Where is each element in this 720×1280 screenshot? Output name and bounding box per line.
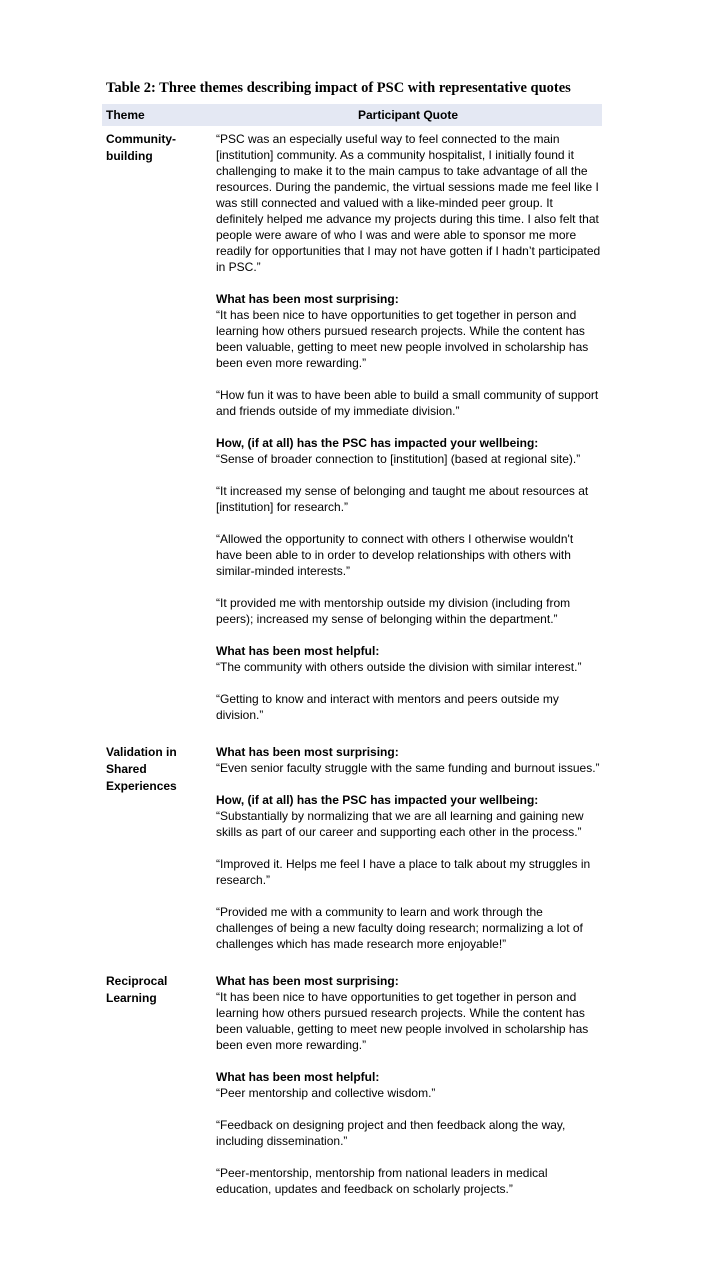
table-row [102,968,602,1213]
participant-quote: “Getting to know and interact with mentors and peers outside my division.” [216,692,559,722]
question-heading: How, (if at all) has the PSC has impacted your wellbeing: [216,436,539,450]
table-row [102,126,602,739]
theme-cell: Reciprocal Learning [106,974,168,1005]
participant-quote: “Substantially by normalizing that we are all learning and gaining new skills as part of our career and supporting each other in the process.” [216,809,584,839]
participant-quote: “Provided me with a community to learn and work through the challenges of being a new faculty doing research; normalizing a lot of challenges which has made research more enjoyable!” [216,905,583,951]
participant-quote: “It provided me with mentorship outside my division (including from peers); increased my sense of belonging within the department.” [216,596,571,626]
table-title: Table 2: Three themes describing impact of PSC with representative quotes [106,80,571,96]
header-theme: Theme [106,108,145,122]
quote-cell [212,131,602,739]
question-heading: What has been most helpful: [216,1070,380,1084]
participant-quote: “Peer-mentorship, mentorship from national leaders in medical education, updates and feedback on scholarly projects.” [216,1166,548,1196]
participant-quote: “Sense of broader connection to [institution] (based at regional site).” [216,452,581,466]
theme-cell: Validation in Shared Experiences [106,745,177,793]
question-heading: What has been most surprising: [216,292,399,306]
question-heading: What has been most surprising: [216,974,399,988]
participant-quote: “Feedback on designing project and then feedback along the way, including dissemination.” [216,1118,566,1148]
participant-quote: “The community with others outside the division with similar interest.” [216,660,582,674]
quote-cell [212,744,602,968]
header-participant-quote: Participant Quote [357,108,458,122]
question-group [216,744,602,776]
participant-quote: “It has been nice to have opportunities to get together in person and learning how others pursued research projects. While the content has been valuable, getting to meet new people involved in scholarship has been even more rewarding.” [216,990,589,1052]
participant-quote: “It increased my sense of belonging and taught me about resources at [institution] for research.” [216,484,589,514]
question-heading: What has been most surprising: [216,745,399,759]
participant-quote: “How fun it was to have been able to build a small community of support and friends outside of my immediate division.” [216,388,599,418]
table-body [102,126,602,1213]
participant-quote: “It has been nice to have opportunities to get together in person and learning how others pursued research projects. While the content has been valuable, getting to meet new people involved in scholarship has been even more rewarding.” [216,308,589,370]
table-header [102,104,602,126]
question-heading: What has been most helpful: [216,644,380,658]
themes-table [102,104,602,1213]
table-row [102,739,602,968]
question-group [216,973,602,1053]
theme-cell: Community- building [106,132,176,163]
question-heading: How, (if at all) has the PSC has impacted your wellbeing: [216,793,539,807]
participant-quote: “Allowed the opportunity to connect with others I otherwise wouldn't have been able to in order to develop relationships with others with similar-minded interests.” [216,532,574,578]
question-group [216,1069,602,1101]
question-group [216,792,602,840]
question-group [216,291,602,371]
quote-cell [212,973,602,1213]
participant-quote: “Even senior faculty struggle with the same funding and burnout issues.” [216,761,600,775]
participant-quote: “Improved it. Helps me feel I have a place to talk about my struggles in research.” [216,857,591,887]
participant-quote: “Peer mentorship and collective wisdom.” [216,1086,436,1100]
question-group [216,643,602,675]
question-group [216,435,602,467]
participant-quote: “PSC was an especially useful way to feel connected to the main [institution] community. As a community hospitalist, I initially found it challenging to make it to the main campus to take advantage of all the resources. During the pandemic, the virtual sessions made me feel like I was still connected and valued with a like-minded peer group. It definitely helped me advance my projects during this time. I also felt that people were aware of who I was and were able to sponsor me more readily for opportunities that I may not have gotten if I hadn’t participated in PSC.” [216,132,601,274]
